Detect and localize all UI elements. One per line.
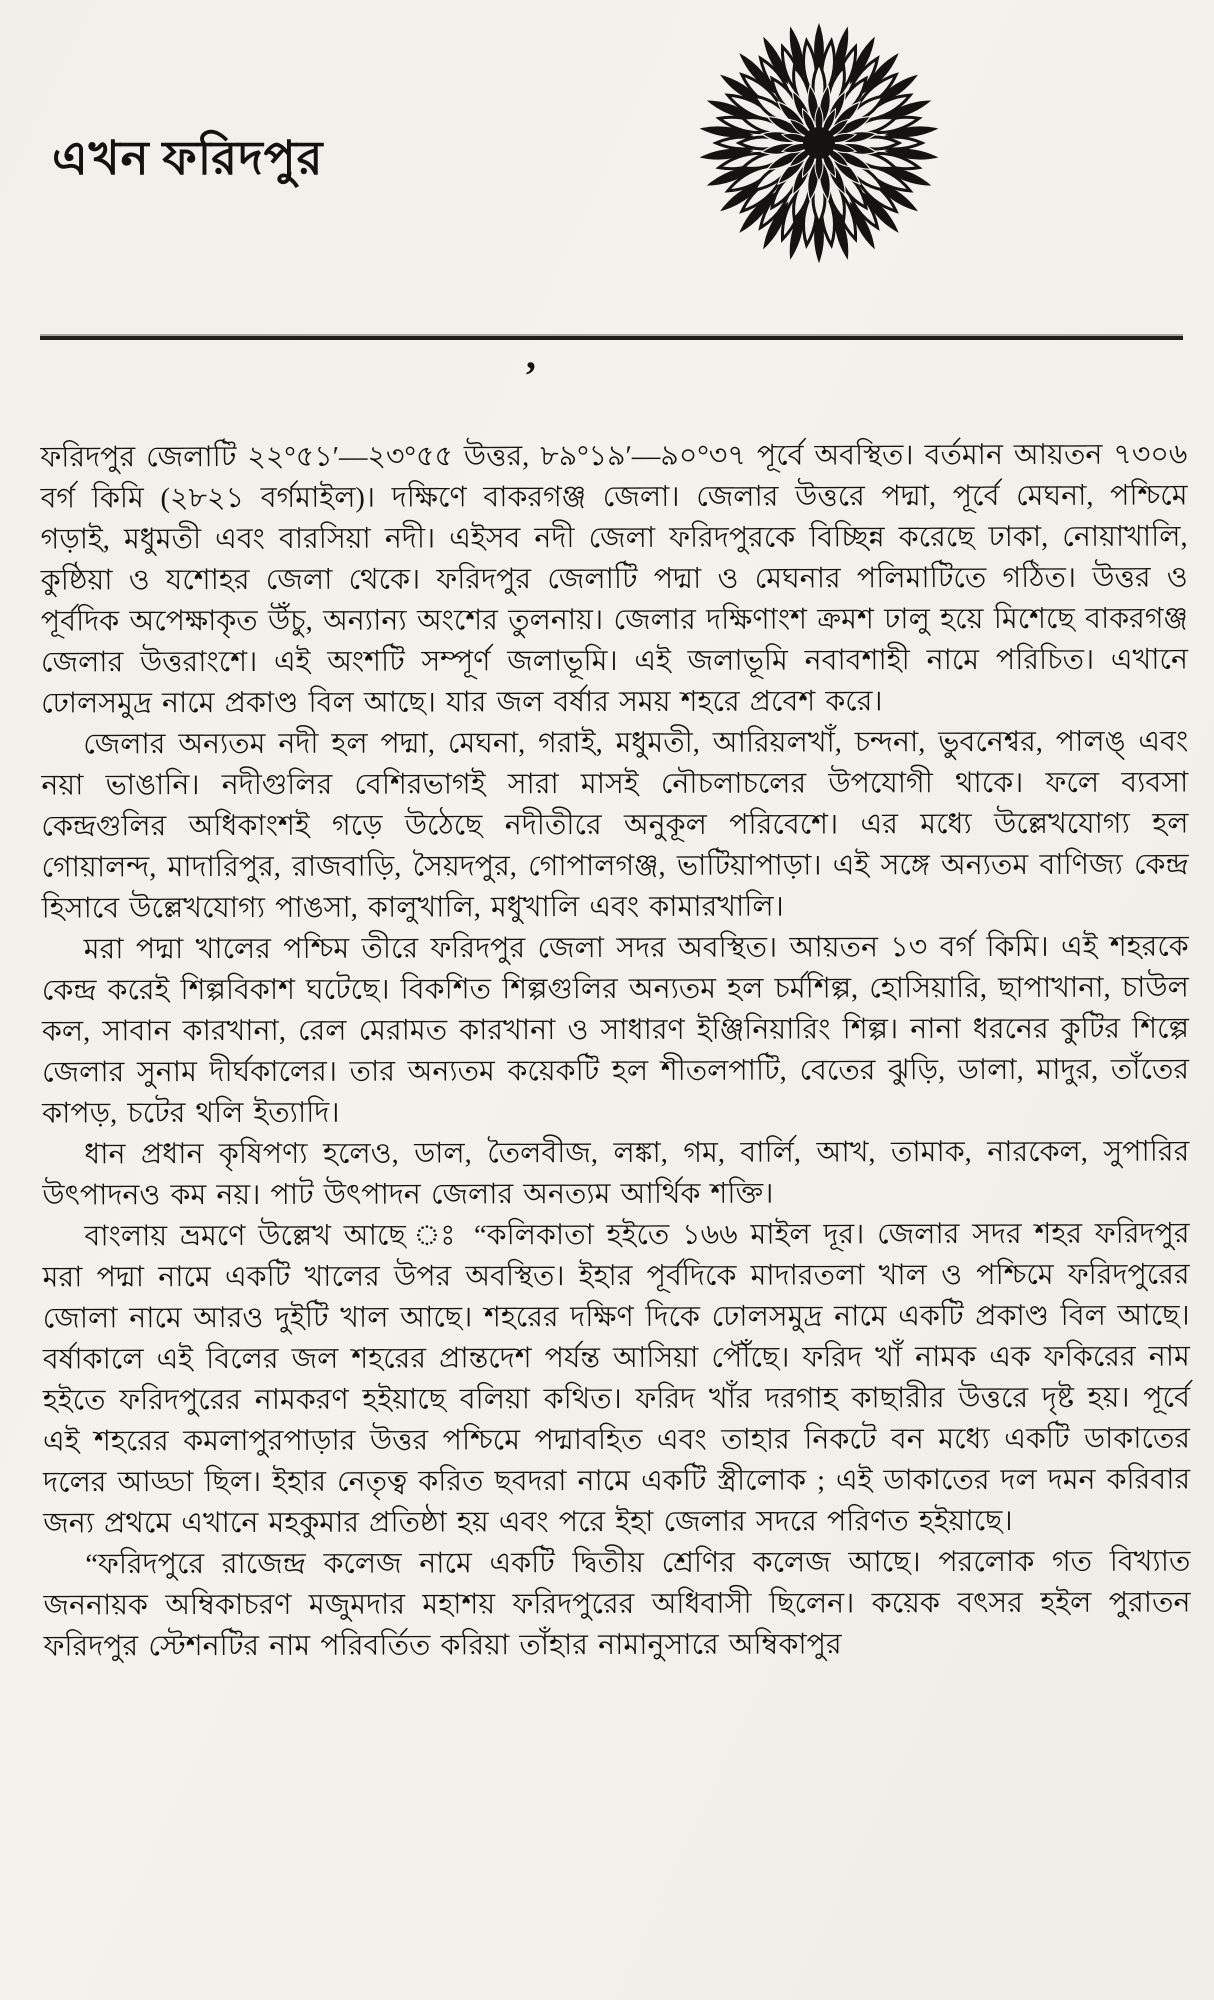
body-paragraph: মরা পদ্মা খালের পশ্চিম তীরে ফরিদপুর জেলা সদর অবস্থিত। আয়তন ১৩ বর্গ কিমি। এই শহরকে কেন্দ্র করেই শিল্পবিকাশ ঘটেছে। বিকশিত শিল্পগুলির অন্যতম হল চর্মশিল্প, হোসিয়ারি, ছাপাখানা, চাউল কল, সাবান কারখানা, রেল মেরামত কারখানা ও সাধারণ ইঞ্জিনিয়ারিং শিল্প। নানা ধরনের কুটির শিল্পে জেলার সুনাম দীর্ঘকালের। তার অন্যতম কয়েকটি হল শীতলপাটি, বেতের ঝুড়ি, ডালা, মাদুর, তাঁতের কাপড়, চটের থলি ইত্যাদি।: [41, 931, 1190, 1130]
body-paragraph: বাংলায় ভ্রমণে উল্লেখ আছে ঃ “কলিকাতা হইতে ১৬৬ মাইল দূর। জেলার সদর শহর ফরিদপুর মরা পদ্মা নামে একটি খালের উপর অবস্থিত। ইহার পূর্বদিকে মাদারতলা খাল ও পশ্চিমে ফরিদপুরের জোলা নামে আরও দুইটি খাল আছে। শহরের দক্ষিণ দিকে ঢোলসমুদ্র নামে একটি প্রকাণ্ড বিল আছে। বর্ষাকালে এই বিলের জল শহরের প্রান্তদেশ পর্যন্ত আসিয়া পৌঁছে। ফরিদ খাঁ নামক এক ফকিরের নাম হইতে ফরিদপুরের নামকরণ হইয়াছে বলিয়া কথিত। ফরিদ খাঁর দরগাহ কাছারীর উত্তরে দৃষ্ট হয়। পূর্বে এই শহরের কমলাপুরপাড়ার উত্তর পশ্চিমে পদ্মাবহিত এবং তাহার নিকটে বন মধ্যে একটি ডাকাতের দলের আড্ডা ছিল। ইহার নেতৃত্ব করিত ছবদরা নামে একটি স্ত্রীলোক ; এই ডাকাতের দল দমন করিবার জন্য প্রথমে এখানে মহকুমার প্রতিষ্ঠা হয় এবং পরে ইহা জেলার সদরে পরিণত হইয়াছে।: [42, 1218, 1191, 1540]
title-divider: [40, 336, 1183, 340]
body-paragraph: ধান প্রধান কৃষিপণ্য হলেও, ডাল, তৈলবীজ, লঙ্কা, গম, বার্লি, আখ, তামাক, নারকেল, সুপারির উৎপাদনও কম নয়। পাট উৎপাদন জেলার অনত্যম আর্থিক শক্তি।: [42, 1136, 1190, 1212]
page-title: এখন ফরিদপুর: [52, 133, 324, 185]
body-paragraph: “ফরিদপুরে রাজেন্দ্র কলেজ নামে একটি দ্বিতীয় শ্রেণির কলেজ আছে। পরলোক গত বিখ্যাত জননায়ক অম্বিকাচরণ মজুমদার মহাশয় ফরিদপুরের অধিবাসী ছিলেন। কয়েক বৎসর হইল পুরাতন ফরিদপুর স্টেশনটির নাম পরিবর্তিত করিয়া তাঁহার নামানুসারে অম্বিকাপুর: [43, 1546, 1191, 1663]
body-paragraph: জেলার অন্যতম নদী হল পদ্মা, মেঘনা, গরাই, মধুমতী, আরিয়লখাঁ, চন্দনা, ভুবনেশ্বর, পালঙ্‌ এবং নয়া ভাঙানি। নদীগুলির বেশিরভাগই সারা মাসই নৌচলাচলের উপযোগী থাকে। ফলে ব্যবসা কেন্দ্রগুলির অধিকাংশই গড়ে উঠেছে নদীতীরে অনুকূল পরিবেশে। এর মধ্যে উল্লেখযোগ্য হল গোয়ালন্দ, মাদারিপুর, রাজবাড়ি, সৈয়দপুর, গোপালগঞ্জ, ভাটিয়াপাড়া। এই সঙ্গে অন্যতম বাণিজ্য কেন্দ্র হিসাবে উল্লেখযোগ্য পাঙসা, কালুখালি, মধুখালি এবং কামারখালি।: [41, 726, 1189, 925]
article-body: [40, 435, 1190, 1668]
rosette-ornament-icon: [692, 16, 946, 270]
stray-comma-mark: ’: [524, 353, 538, 398]
body-paragraph: ফরিদপুর জেলাটি ২২°৫১′—২৩°৫৫ উত্তর, ৮৯°১৯′—৯০°৩৭ পূর্বে অবস্থিত। বর্তমান আয়তন ৭৩০৬ বর্গ কিমি (২৮২১ বর্গমাইল)। দক্ষিণে বাকরগঞ্জ জেলা। জেলার উত্তরে পদ্মা, পূর্বে মেঘনা, পশ্চিমে গড়াই, মধুমতী এবং বারসিয়া নদী। এইসব নদী জেলা ফরিদপুরকে বিচ্ছিন্ন করেছে ঢাকা, নোয়াখালি, কুষ্ঠিয়া ও যশোহর জেলা থেকে। ফরিদপুর জেলাটি পদ্মা ও মেঘনার পলিমাটিতে গঠিত। উত্তর ও পূর্বদিক অপেক্ষাকৃত উঁচু, অন্যান্য অংশের তুলনায়। জেলার দক্ষিণাংশ ক্রমশ ঢালু হয়ে মিশেছে বাকরগঞ্জ জেলার উত্তরাংশে। এই অংশটি সম্পূর্ণ জলাভূমি। এই জলাভূমি নবাবশাহী নামে পরিচিত। এখানে ঢোলসমুদ্র নামে প্রকাণ্ড বিল আছে। যার জল বর্ষার সময় শহরে প্রবেশ করে।: [40, 439, 1189, 720]
